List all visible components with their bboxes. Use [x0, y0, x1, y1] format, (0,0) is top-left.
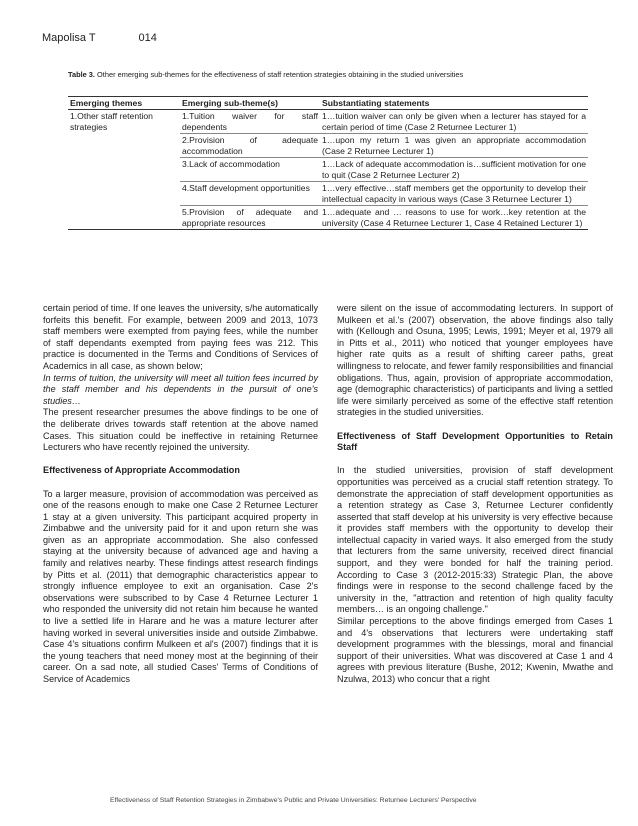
col-header-subthemes: Emerging sub-theme(s)	[180, 97, 320, 110]
statement-cell: 1…upon my return 1 was given an appropriate accommodation (Case 2 Returnee Lecturer 1)	[322, 135, 586, 156]
table-label: Table 3.	[68, 70, 95, 79]
section-heading: Effectiveness of Staff Development Opportunities to Retain Staff	[337, 430, 613, 453]
subtheme-cell: 5.Provision of adequate and appropriate resources	[182, 207, 318, 228]
statement-cell: 1…tuition waiver can only be given when a lecturer has stayed for a certain period of time (Case 2 Returnee Lecturer 1)	[322, 111, 586, 132]
statement-cell: 1…adequate and … reasons to use for work…key retention at the university (Case 4 Returnee Lecturer 1, Case 4 Retained Lecturer 1)	[322, 207, 586, 228]
body-paragraph: were silent on the issue of accommodating lecturers. In support of Mulkeen et al.'s (2007) observation, the above findings also tally with (Kellough and Osuna, 1995; Lewis, 1991; Meyer et al, 1979 all in Pitts et al., 2011) who noticed that younger employees have higher rate quits as a result of shifting career paths, great willingness to relocate, and fewer family responsibilities and financial obligations. Thus, again, provision of appropriate accommodation, age (demographic characteristics) of participants and living a settled life were similarly perceived as some of the effective staff retention strategies in the studied universities.	[337, 303, 613, 418]
body-paragraph: The present researcher presumes the above findings to be one of the deliberate drives towards staff retention at the above named Cases. This situation could be ineffective in retaining Returnee Lecturers who have recently rejoined the university.	[43, 407, 318, 453]
table-caption	[68, 70, 588, 79]
page-number: 014	[138, 32, 157, 44]
author-name: Mapolisa T	[42, 32, 96, 44]
subtheme-cell: 3.Lack of accommodation	[180, 158, 320, 182]
subtheme-cell: 1.Tuition waiver for staff dependents	[182, 111, 318, 132]
body-paragraph: In the studied universities, provision of staff development opportunities was perceived as a crucial staff retention strategy. To demonstrate the appreciation of staff development opportunities as a retention strategy as Case 3, Returnee Lecturer confidently asserted that staff develop at his university is very effective because it provides staff members with the opportunity to develop their intellectual capacity in varied ways. It also emerged from the study that lecturers from the same university, received direct financial support, and they were bonded for half the training period. According to Case 3 (2012-2015:33) Strategic Plan, the above findings were in response to the second challenge faced by the university in the, "attraction and retention of high quality faculty members… is an ongoing challenge."	[337, 465, 613, 615]
table-header-row	[68, 97, 588, 110]
quote-paragraph: In terms of tuition, the university will meet all tuition fees incurred by the staff member and his dependents in the pursuit of one's studies…	[43, 372, 318, 406]
running-header	[42, 32, 157, 44]
body-paragraph: Similar perceptions to the above findings emerged from Cases 1 and 4's observations that lecturers were undertaking staff development programmes with the blessings, moral and financial support of their universities. What was discovered at Case 1 and 4 agrees with previous literature (Bushe, 2012; Kwenin, Mwathe and Nzulwa, 2013) who concur that a right	[337, 616, 613, 684]
col-header-themes: Emerging themes	[68, 97, 180, 110]
right-column	[337, 303, 613, 686]
body-paragraph: certain period of time. If one leaves the university, s/he automatically forfeits this benefit. For example, between 2009 and 2013, 1073 staff members were exempted from paying fees, while the number of staff dependants exempted from paying fees was 212. This practice is documented in the Terms and Conditions of Services of Academics in all case, as shown below;	[43, 303, 318, 371]
running-footer: Effectiveness of Staff Retention Strategies in Zimbabwe's Public and Private Universities: Returnee Lecturers' Perspective	[110, 797, 477, 804]
body-paragraph: To a larger measure, provision of accommodation was perceived as one of the reasons enough to make one Case 2 Returnee Lecturer 1 stay at a given university. This participant acquired property in Zimbabwe and the university paid for it and upon return she was given as an appropriate accommodation. She also confessed staying at the university because of advanced age and having a family and relatives nearby. These findings attest research findings by Pitts et al. (2011) that demographic characteristics appear to strongly influence employee to exit an organisation. Case 2's observations were subscribed to by Case 4 Returnee Lecturer 1 who responded the university did not retain him because he wanted to live a settled life in Harare and he was a mature lecturer after having worked in several universities inside and outside Zimbabwe. Case 4's situations confirm Mulkeen et al's (2007) findings that it is the young teachers that need money most at the beginning of their career. On a sad note, all studied Cases' Terms of Conditions of Service of Academics	[43, 488, 318, 684]
theme-cell: 1.Other staff retention strategies	[68, 110, 180, 230]
subtheme-cell: 4.Staff development opportunities	[180, 182, 320, 206]
statement-cell: 1…very effective…staff members get the opportunity to develop their intellectual capacity in various ways (Case 3 Returnee Lecturer 1)	[322, 183, 586, 204]
section-heading: Effectiveness of Appropriate Accommodation	[43, 465, 240, 476]
subtheme-cell: 2.Provision of adequate accommodation	[182, 135, 318, 156]
statement-cell: 1…Lack of adequate accommodation is…sufficient motivation for one to quit (Case 2 Returnee Lecturer 2)	[322, 159, 587, 180]
left-column	[43, 303, 318, 686]
table-caption-text: Other emerging sub-themes for the effectiveness of staff retention strategies obtaining in the studied universities	[97, 70, 464, 79]
themes-table	[68, 96, 588, 230]
table-row	[68, 110, 588, 134]
col-header-statements: Substantiating statements	[320, 97, 588, 110]
